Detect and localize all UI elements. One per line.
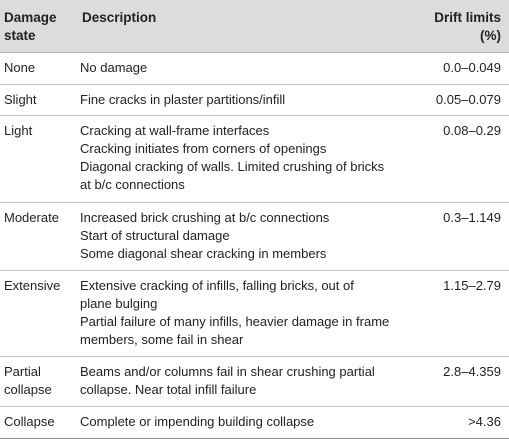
- header-description-label: Description: [82, 10, 157, 25]
- description-cell-line: Extensive cracking of infills, falling bricks, out of: [80, 277, 354, 293]
- drift-limit-cell: 1.15–2.79: [412, 270, 509, 357]
- description-cell-line: Some diagonal shear cracking in members: [80, 245, 327, 261]
- description-cell-line: Partial failure of many infills, heavier damage in frame: [80, 313, 390, 329]
- damage-state-cell-line: Light: [4, 123, 33, 139]
- header-drift-line2: (%): [480, 28, 501, 43]
- description-cell: [78, 116, 412, 203]
- description-cell-line: Increased brick crushing at b/c connections: [80, 209, 330, 225]
- drift-limit-cell: 0.05–0.079: [412, 84, 509, 116]
- header-damage-state-line2: state: [4, 28, 36, 43]
- description-cell-line: at b/c connections: [80, 177, 185, 193]
- description-cell-line: Complete or impending building collapse: [80, 414, 315, 430]
- table-row: [0, 116, 509, 203]
- drift-limit-cell: 0.08–0.29: [412, 116, 509, 203]
- table-body: [0, 53, 509, 439]
- drift-limit-cell: 0.3–1.149: [412, 202, 509, 270]
- damage-state-cell-line: Extensive: [4, 277, 61, 293]
- description-cell-line: Start of structural damage: [80, 227, 230, 243]
- description-cell-line: Diagonal cracking of walls. Limited crushing of bricks: [80, 159, 385, 175]
- damage-state-cell-line: Collapse: [4, 414, 55, 430]
- damage-state-cell: [0, 84, 78, 116]
- description-cell: [78, 202, 412, 270]
- description-cell: [78, 53, 412, 85]
- description-cell-line: Beams and/or columns fail in shear crushing partial: [80, 364, 375, 380]
- description-cell: [78, 407, 412, 439]
- header-damage-state: [0, 0, 78, 53]
- description-cell: [78, 84, 412, 116]
- table-row: [0, 202, 509, 270]
- header-drift-line1: Drift limits: [434, 10, 501, 25]
- drift-limit-cell: 2.8–4.359: [412, 357, 509, 407]
- header-drift-limits: [412, 0, 509, 53]
- description-cell-line: Cracking at wall-frame interfaces: [80, 123, 270, 139]
- damage-state-cell: [0, 270, 78, 357]
- damage-state-cell-line: Moderate: [4, 209, 59, 225]
- description-cell-line: No damage: [80, 60, 148, 75]
- damage-state-cell: [0, 357, 78, 407]
- table-row: [0, 53, 509, 85]
- description-cell-line: members, some fail in shear: [80, 331, 244, 347]
- header-description: [78, 0, 412, 53]
- damage-state-cell: [0, 202, 78, 270]
- damage-state-cell-line: None: [4, 60, 36, 75]
- description-cell-line: plane bulging: [80, 295, 158, 311]
- damage-state-cell: [0, 407, 78, 439]
- table-row: [0, 84, 509, 116]
- drift-limit-cell: 0.0–0.049: [412, 53, 509, 85]
- damage-state-cell-line: Slight: [4, 91, 37, 107]
- damage-state-cell-line: collapse: [4, 382, 52, 398]
- description-cell-line: Cracking initiates from corners of openings: [80, 141, 327, 157]
- description-cell-line: collapse. Near total infill failure: [80, 382, 257, 398]
- damage-state-cell: [0, 53, 78, 85]
- damage-state-cell-line: Partial: [4, 364, 41, 380]
- header-row: [0, 0, 509, 53]
- table-row: [0, 270, 509, 357]
- description-cell: [78, 357, 412, 407]
- table-row: [0, 407, 509, 439]
- description-cell-line: Fine cracks in plaster partitions/infill: [80, 91, 286, 107]
- header-damage-state-line1: Damage: [4, 10, 57, 25]
- drift-limit-cell: >4.36: [412, 407, 509, 439]
- table-header: [0, 0, 509, 53]
- damage-state-cell: [0, 116, 78, 203]
- description-cell: [78, 270, 412, 357]
- table-row: [0, 357, 509, 407]
